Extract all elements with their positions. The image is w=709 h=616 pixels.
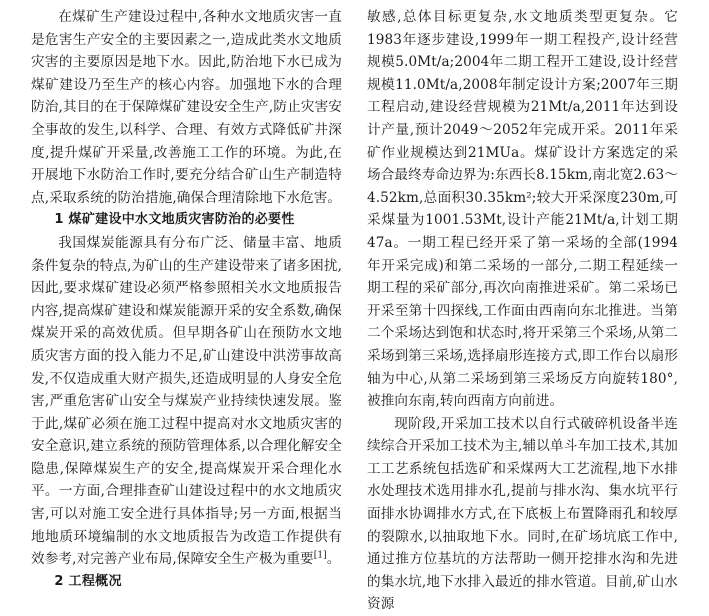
section-1-paragraph xyxy=(31,232,342,571)
left-column xyxy=(31,6,342,593)
section-1-text-end: 。 xyxy=(326,551,341,568)
current-stage-paragraph: 现阶段,开采加工技术以自行式破碎机设备半连续综合开采加工技术为主,辅以单斗车加工技术,其加工工艺系统包括选矿和采煤两大工艺流程,地下水排水处理技术选用排水孔,提前与排水沟、集水坑平行面排水协调排水方式,在下底板上布置降雨孔和较厚的裂隙水,以抽取地下水。同时,在矿场坑底工作中,通过推方位基坑的方法帮助一侧开挖排水沟和先进的集水坑,地下水排入最近的排水管道。目前,矿山水资源 xyxy=(367,415,678,613)
section-1-text: 我国煤炭能源具有分布广泛、储量丰富、地质条件复杂的特点,为矿山的生产建设带来了诸多困扰,因此,要求煤矿建设必须严格参照相关水文地质报告内容,提高煤矿建设和煤炭能源开采的安全系数,确保煤炭开采的高效优质。但早期各矿山在预防水文地质灾害方面的投入能力不足,矿山建设中洪涝事故高发,不仅造成重大财产损失,还造成明显的人身安全危害,严重危害矿山安全与煤炭产业持续快速发展。鉴于此,煤矿必须在施工过程中提高对水文地质灾害的安全意识,建立系统的预防管理体系,以合理化解安全隐患,保障煤炭生产的安全,提高煤炭开采合理化水平。一方面,合理排查矿山建设过程中的水文地质灾害,可以对施工安全进行具体指导;另一方面,根据当地地质环境编制的水文地质报告为改造工作提供有效参考,对完善产业布局,保障安全生产极为重要 xyxy=(31,234,342,568)
intro-paragraph: 在煤矿生产建设过程中,各种水文地质灾害一直是危害生产安全的主要因素之一,造成此类水文地质灾害的主要原因是地下水。因此,防治地下水已成为煤矿建设乃至生产的核心内容。加强地下水的合理防治,其目的在于保障煤矿建设安全生产,防止灾害安全事故的发生,以科学、合理、有效方式降低矿井深度,提升煤矿开采量,改善施工工作的环境。为此,在开展地下水防治工作时,要充分结合矿山生产制造特点,采取系统的防治措施,确保合理清除地下水危害。 xyxy=(31,9,342,206)
citation-ref: [1] xyxy=(313,550,327,561)
right-column xyxy=(367,6,678,616)
section-heading-1: 1 煤矿建设中水文地质灾害防治的必要性 xyxy=(54,212,295,228)
project-overview-paragraph: 敏感,总体目标更复杂,水文地质类型更复杂。它1983年逐步建设,1999年一期工程投产,设计经营规模5.0Mt/a;2004年二期工程开工建设,设计经营规模11.0Mt/a,2008年制定设计方案;2007年三期工程启动,建设经营规模为21Mt/a,2011年达到设计产量,预计2049～2052年完成开采。2011年采矿作业规模达到21MUa。煤矿设计方案选定的采场合最终寿命边界为:东西长8.15km,南北宽2.63～4.52km,总面积30.35km²;较大开采深度230m,可采煤量为1001.53Mt,设计产能21Mt/a,计划工期47a。一期工程已经开采了第一采场的全部(1994年开采完成)和第二采场的一部分,二期工程延续一期工程的采矿部分,再次向南推进采矿。第二采场已开采至第十四探线,工作面由西南向东北推进。当第二个采场达到饱和状态时,将开采第三个采场,从第二采场到第三采场,选择扇形连接方式,即工作台以扇形轴为中心,从第二采场到第三采场反方向旋转180°,被推向东南,转向西南方向前进。 xyxy=(367,9,678,410)
section-heading-2: 2 工程概况 xyxy=(54,573,122,589)
